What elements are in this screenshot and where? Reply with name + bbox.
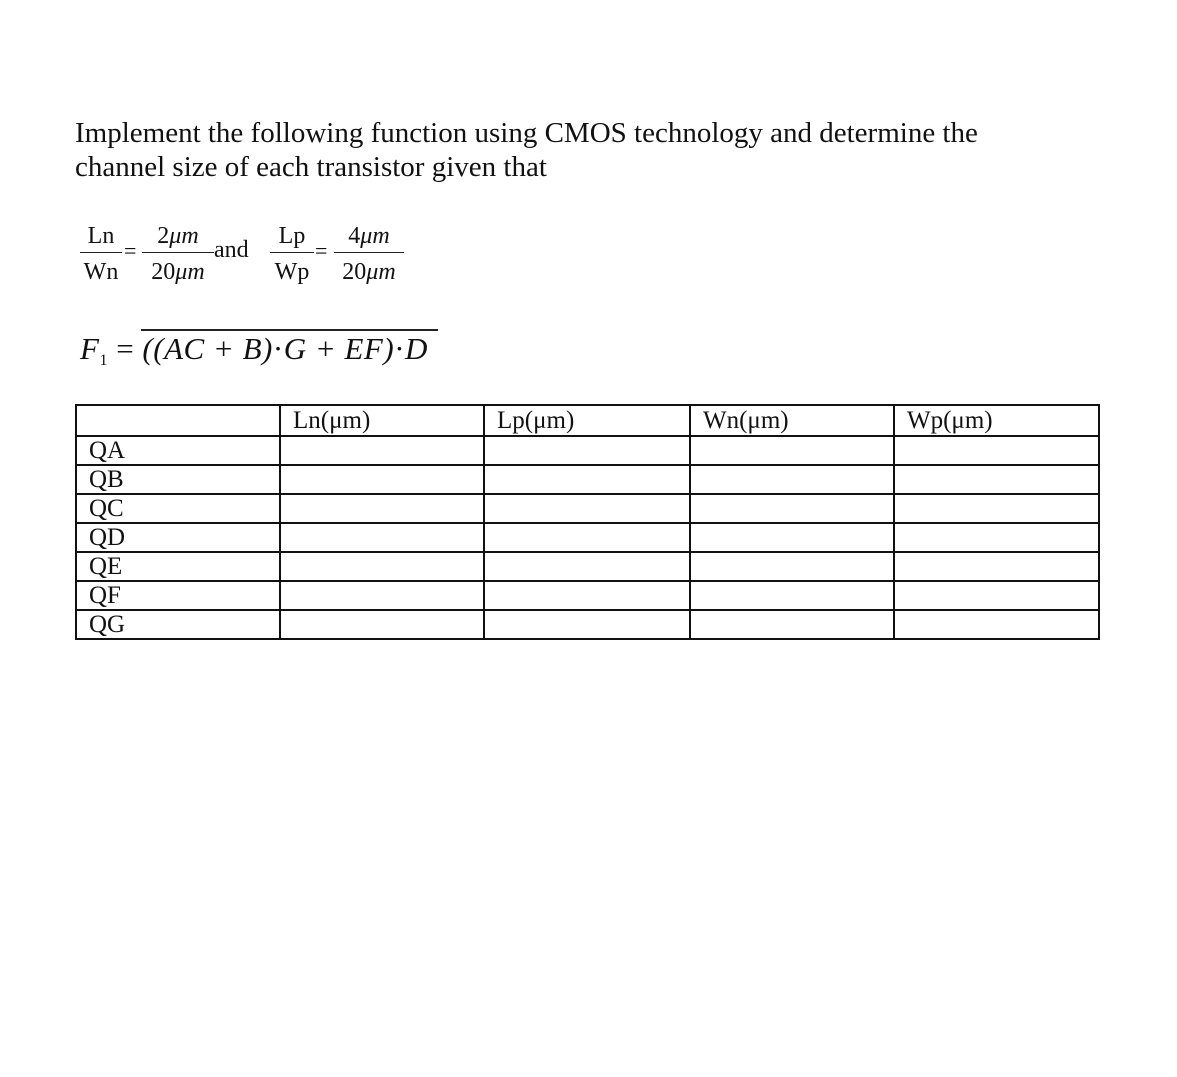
function-lhs-subscript: 1 — [99, 352, 108, 369]
table-cell — [484, 465, 690, 494]
table-cell — [484, 523, 690, 552]
transistor-label: QB — [76, 465, 280, 494]
table-row — [76, 494, 1099, 523]
table-header-wp: Wp(μm) — [894, 405, 1099, 436]
fraction-bar — [334, 252, 404, 253]
table-cell — [280, 436, 484, 465]
table-cell — [484, 494, 690, 523]
table-cell — [484, 581, 690, 610]
function-expr-c: D — [405, 331, 428, 366]
table-cell — [690, 494, 894, 523]
table-row — [76, 465, 1099, 494]
transistor-label: QC — [76, 494, 280, 523]
table-header-lp: Lp(μm) — [484, 405, 690, 436]
ratio-p-equals: = — [315, 238, 328, 263]
table-row — [76, 610, 1099, 639]
function-equals: = — [116, 331, 135, 366]
fraction-bar — [80, 252, 122, 253]
problem-line-1: Implement the following function using CMOS technology and determine the — [75, 117, 978, 149]
table-row — [76, 581, 1099, 610]
ratio-n-numerator: Ln — [87, 223, 115, 249]
table-cell — [690, 523, 894, 552]
transistor-label: QG — [76, 610, 280, 639]
table-cell — [894, 552, 1099, 581]
table-cell — [484, 436, 690, 465]
table-cell — [894, 465, 1099, 494]
table-cell — [280, 581, 484, 610]
table-row — [76, 436, 1099, 465]
problem-line-2: channel size of each transistor given that — [75, 151, 547, 183]
ratio-n-value — [142, 222, 214, 286]
table-cell — [280, 552, 484, 581]
transistor-size-table — [75, 404, 1100, 640]
transistor-label: QD — [76, 523, 280, 552]
ratio-p-value-numerator-unit: μm — [360, 223, 390, 249]
fraction-bar — [270, 252, 314, 253]
problem-statement — [75, 116, 1075, 184]
ratio-n-value-denominator-unit: μm — [175, 259, 205, 285]
table-cell — [894, 581, 1099, 610]
table-row — [76, 552, 1099, 581]
table-cell — [280, 465, 484, 494]
table-header-row — [76, 405, 1099, 436]
ratio-p-value — [334, 222, 404, 286]
transistor-label: QE — [76, 552, 280, 581]
table-cell — [894, 436, 1099, 465]
function-lhs: F — [80, 331, 100, 366]
table-cell — [690, 465, 894, 494]
function-dot-1: · — [272, 331, 284, 366]
table-cell — [690, 436, 894, 465]
table-cell — [894, 523, 1099, 552]
table-header-wn: Wn(μm) — [690, 405, 894, 436]
table-cell — [484, 552, 690, 581]
function-expr-a: ((AC + B) — [142, 331, 273, 366]
table-cell — [280, 523, 484, 552]
table-cell — [280, 494, 484, 523]
table-cell — [894, 494, 1099, 523]
table-cell — [280, 610, 484, 639]
ratio-p-value-denominator: 20 — [342, 259, 367, 285]
function-dot-2: · — [394, 331, 406, 366]
transistor-label: QF — [76, 581, 280, 610]
ratio-p-numerator: Lp — [278, 223, 306, 249]
ratio-n-value-numerator: 2 — [157, 223, 170, 249]
table-cell — [894, 610, 1099, 639]
ratio-p-value-denominator-unit: μm — [366, 259, 396, 285]
ratio-p-symbol — [270, 222, 314, 286]
table-header-blank — [76, 405, 280, 436]
function-expr-b: G + EF) — [283, 331, 395, 366]
ratio-n-symbol — [80, 222, 122, 286]
table-cell — [690, 581, 894, 610]
table-cell — [484, 610, 690, 639]
transistor-label: QA — [76, 436, 280, 465]
boolean-function — [80, 331, 428, 370]
table-header-ln: Ln(μm) — [280, 405, 484, 436]
ratio-connector: and — [214, 237, 249, 263]
ratio-n-value-denominator: 20 — [151, 259, 176, 285]
ratio-n-equals: = — [124, 238, 137, 263]
ratio-p-denominator: Wp — [274, 259, 310, 285]
table-cell — [690, 552, 894, 581]
ratio-n-value-numerator-unit: μm — [169, 223, 199, 249]
ratio-n-denominator: Wn — [83, 259, 119, 285]
table-row — [76, 523, 1099, 552]
fraction-bar — [142, 252, 214, 253]
table-cell — [690, 610, 894, 639]
ratio-p-value-numerator: 4 — [348, 223, 361, 249]
